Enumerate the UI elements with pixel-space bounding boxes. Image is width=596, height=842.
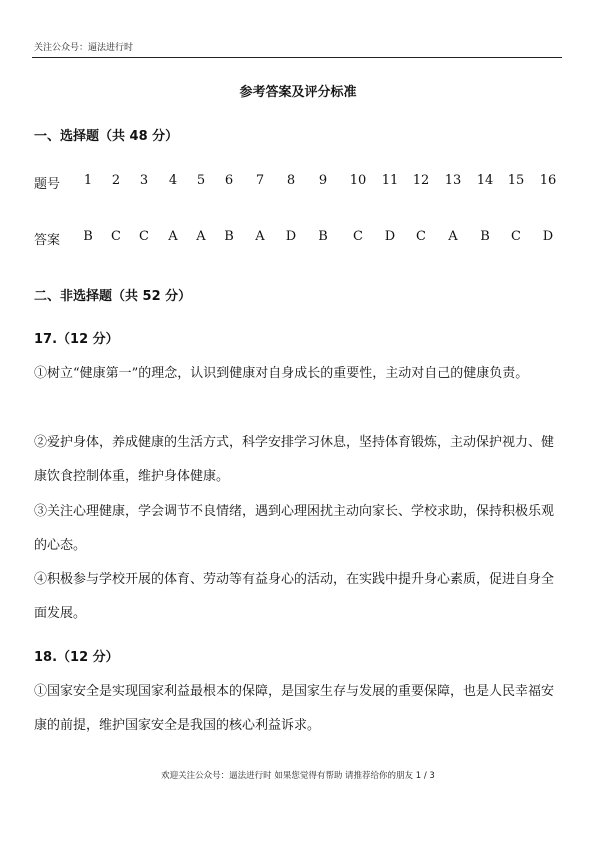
- q17-point-4: ④积极参与学校开展的体育、劳动等有益身心的活动，在实践中提升身心素质，促进自身全面发展。: [34, 572, 555, 621]
- question-17-heading: 17.（12 分）: [34, 332, 119, 347]
- answer-letter: A: [168, 229, 178, 244]
- answer-letter: C: [416, 229, 426, 244]
- answer-letter: B: [480, 229, 490, 244]
- question-number: 3: [139, 173, 149, 188]
- answer-letter: A: [196, 229, 206, 244]
- answer-letter: C: [511, 229, 521, 244]
- q18-point-1: ①国家安全是实现国家利益最根本的保障，是国家生存与发展的重要保障，也是人民幸福安康的前提，维护国家安全是我国的核心利益诉求。: [34, 684, 555, 733]
- q17-point-2: ②爱护身体，养成健康的生活方式，科学安排学习休息，坚持体育锻炼，主动保护视力、健康饮食控制体重，维护身体健康。: [34, 435, 555, 484]
- answer-letter: B: [318, 229, 328, 244]
- document-title: 参考答案及评分标准: [239, 85, 357, 100]
- answer-letter: B: [224, 229, 234, 244]
- question-number: 8: [286, 173, 296, 188]
- answer-letter: C: [139, 229, 149, 244]
- page-header-text: 关注公众号：逼法进行时: [34, 43, 134, 53]
- answer-letter: B: [83, 229, 93, 244]
- answer-letter: D: [285, 229, 297, 244]
- q17-point-3: ③关注心理健康，学会调节不良情绪，遇到心理困扰主动向家长、学校求助，保持积极乐观的心态。: [34, 504, 555, 553]
- question-number: 5: [196, 173, 206, 188]
- answer-letter: C: [353, 229, 363, 244]
- question-number: 13: [444, 173, 462, 188]
- question-number: 14: [476, 173, 494, 188]
- question-number: 15: [507, 173, 525, 188]
- section-2-heading: 二、非选择题（共 52 分）: [34, 289, 192, 304]
- question-number: 11: [381, 173, 399, 188]
- question-number: 1: [83, 173, 93, 188]
- question-number: 2: [111, 173, 121, 188]
- question-number: 9: [318, 173, 328, 188]
- answer-letter: A: [448, 229, 458, 244]
- answer-label: 答案: [34, 233, 61, 248]
- question-18-heading: 18.（12 分）: [34, 650, 119, 665]
- q17-point-1: ①树立“健康第一”的理念，认识到健康对自身成长的重要性，主动对自己的健康负责。: [34, 366, 529, 381]
- section-1-heading: 一、选择题（共 48 分）: [34, 129, 179, 144]
- answer-letter: D: [542, 229, 554, 244]
- header-divider: [32, 57, 562, 58]
- question-number-row: [34, 173, 564, 193]
- question-number: 7: [255, 173, 265, 188]
- question-number-label: 题号: [34, 177, 61, 192]
- answer-row: [34, 229, 564, 249]
- question-number: 6: [224, 173, 234, 188]
- answer-letter: D: [384, 229, 396, 244]
- question-number: 16: [539, 173, 557, 188]
- question-number: 10: [349, 173, 367, 188]
- question-number: 12: [412, 173, 430, 188]
- answer-letter: A: [255, 229, 265, 244]
- answer-letter: C: [111, 229, 121, 244]
- page-footer-text: 欢迎关注公众号：逼法进行时 如果您觉得有帮助 请推荐给你的朋友 1 / 3: [161, 771, 435, 781]
- question-number: 4: [168, 173, 178, 188]
